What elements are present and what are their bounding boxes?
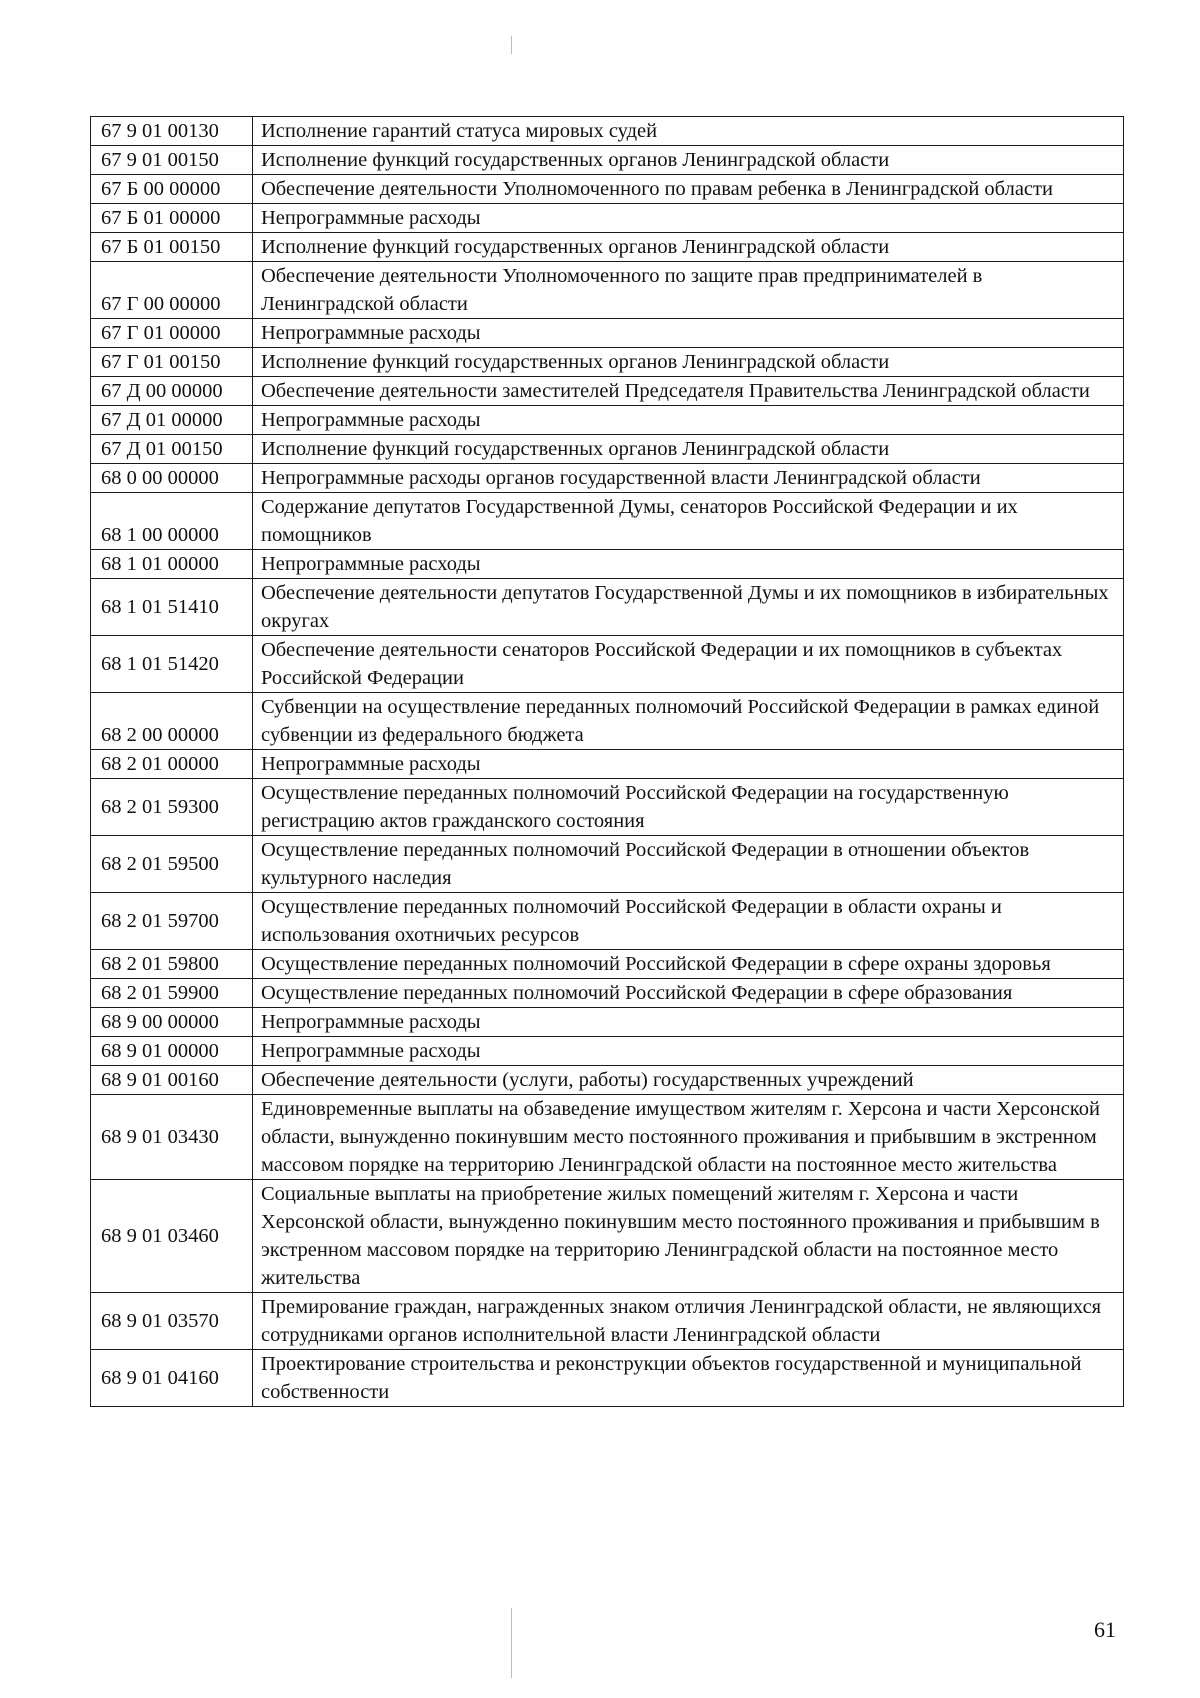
budget-code-cell: 67 Г 01 00000 — [91, 319, 253, 348]
budget-code-cell: 67 Б 01 00150 — [91, 233, 253, 262]
budget-code-cell: 67 Г 00 00000 — [91, 262, 253, 319]
expense-description-cell: Единовременные выплаты на обзаведение имуществом жителям г. Херсона и части Херсонской области, вынужденно покинувшим место постоянного проживания и прибывшим в экстренном массовом порядке на территорию Ленинградской области на постоянное место жительства — [253, 1095, 1124, 1180]
expense-description-cell: Обеспечение деятельности сенаторов Российской Федерации и их помощников в субъектах Российской Федерации — [253, 636, 1124, 693]
budget-code-cell: 68 1 01 51410 — [91, 579, 253, 636]
expense-description-cell: Осуществление переданных полномочий Российской Федерации в области охраны и использования охотничьих ресурсов — [253, 893, 1124, 950]
table-row — [91, 204, 1124, 233]
table-row — [91, 435, 1124, 464]
table-row — [91, 1293, 1124, 1350]
table-row — [91, 117, 1124, 146]
table-row — [91, 262, 1124, 319]
expense-description-cell: Содержание депутатов Государственной Думы, сенаторов Российской Федерации и их помощников — [253, 493, 1124, 550]
table-row — [91, 636, 1124, 693]
budget-code-cell: 68 9 01 04160 — [91, 1350, 253, 1407]
table-body — [91, 117, 1124, 1407]
budget-classification-table — [90, 116, 1124, 1407]
budget-code-cell: 68 0 00 00000 — [91, 464, 253, 493]
table-row — [91, 693, 1124, 750]
table-row — [91, 406, 1124, 435]
budget-code-cell: 68 2 00 00000 — [91, 693, 253, 750]
expense-description-cell: Социальные выплаты на приобретение жилых помещений жителям г. Херсона и части Херсонской области, вынужденно покинувшим место постоянного проживания и прибывшим в экстренном массовом порядке на территорию Ленинградской области на постоянное место жительства — [253, 1180, 1124, 1293]
table-row — [91, 750, 1124, 779]
budget-code-cell: 68 9 01 00000 — [91, 1037, 253, 1066]
budget-code-cell: 68 1 00 00000 — [91, 493, 253, 550]
expense-description-cell: Исполнение гарантий статуса мировых судей — [253, 117, 1124, 146]
budget-code-cell: 68 1 01 00000 — [91, 550, 253, 579]
budget-code-cell: 68 2 01 59700 — [91, 893, 253, 950]
expense-description-cell: Премирование граждан, награжденных знаком отличия Ленинградской области, не являющихся сотрудниками органов исполнительной власти Ленинградской области — [253, 1293, 1124, 1350]
budget-code-cell: 68 2 01 59500 — [91, 836, 253, 893]
expense-description-cell: Осуществление переданных полномочий Российской Федерации в сфере образования — [253, 979, 1124, 1008]
expense-description-cell: Непрограммные расходы — [253, 1037, 1124, 1066]
budget-code-cell: 68 9 01 03570 — [91, 1293, 253, 1350]
table-row — [91, 1095, 1124, 1180]
page-number: 61 — [1094, 1617, 1116, 1642]
table-row — [91, 779, 1124, 836]
budget-code-cell: 67 9 01 00130 — [91, 117, 253, 146]
scan-artifact-top — [511, 36, 512, 54]
table-row — [91, 175, 1124, 204]
table-row — [91, 836, 1124, 893]
budget-code-cell: 67 Д 00 00000 — [91, 377, 253, 406]
budget-code-cell: 68 9 01 03430 — [91, 1095, 253, 1180]
budget-code-cell: 68 1 01 51420 — [91, 636, 253, 693]
expense-description-cell: Непрограммные расходы органов государственной власти Ленинградской области — [253, 464, 1124, 493]
budget-code-cell: 67 9 01 00150 — [91, 146, 253, 175]
expense-description-cell: Непрограммные расходы — [253, 204, 1124, 233]
expense-description-cell: Обеспечение деятельности депутатов Государственной Думы и их помощников в избирательных округах — [253, 579, 1124, 636]
budget-code-cell: 68 2 01 59800 — [91, 950, 253, 979]
budget-code-cell: 67 Г 01 00150 — [91, 348, 253, 377]
table-row — [91, 550, 1124, 579]
table-row — [91, 893, 1124, 950]
budget-code-cell: 67 Б 00 00000 — [91, 175, 253, 204]
table-row — [91, 1350, 1124, 1407]
table-row — [91, 1066, 1124, 1095]
expense-description-cell: Непрограммные расходы — [253, 750, 1124, 779]
expense-description-cell: Проектирование строительства и реконструкции объектов государственной и муниципальной собственности — [253, 1350, 1124, 1407]
table-row — [91, 1180, 1124, 1293]
table-row — [91, 950, 1124, 979]
budget-code-cell: 67 Д 01 00150 — [91, 435, 253, 464]
budget-code-cell: 67 Б 01 00000 — [91, 204, 253, 233]
expense-description-cell: Исполнение функций государственных органов Ленинградской области — [253, 435, 1124, 464]
expense-description-cell: Обеспечение деятельности Уполномоченного по защите прав предпринимателей в Ленинградской области — [253, 262, 1124, 319]
budget-code-cell: 68 9 01 03460 — [91, 1180, 253, 1293]
table-row — [91, 493, 1124, 550]
expense-description-cell: Осуществление переданных полномочий Российской Федерации на государственную регистрацию актов гражданского состояния — [253, 779, 1124, 836]
table-row — [91, 464, 1124, 493]
budget-code-cell: 67 Д 01 00000 — [91, 406, 253, 435]
expense-description-cell: Непрограммные расходы — [253, 550, 1124, 579]
expense-description-cell: Непрограммные расходы — [253, 1008, 1124, 1037]
budget-code-cell: 68 9 01 00160 — [91, 1066, 253, 1095]
table-row — [91, 979, 1124, 1008]
table-row — [91, 1008, 1124, 1037]
expense-description-cell: Осуществление переданных полномочий Российской Федерации в отношении объектов культурного наследия — [253, 836, 1124, 893]
scan-artifact-bottom — [511, 1608, 512, 1678]
table-row — [91, 233, 1124, 262]
table-row — [91, 579, 1124, 636]
budget-code-cell: 68 9 00 00000 — [91, 1008, 253, 1037]
table-row — [91, 146, 1124, 175]
table-row — [91, 319, 1124, 348]
expense-description-cell: Непрограммные расходы — [253, 319, 1124, 348]
budget-code-cell: 68 2 01 59900 — [91, 979, 253, 1008]
table-row — [91, 377, 1124, 406]
budget-code-cell: 68 2 01 00000 — [91, 750, 253, 779]
expense-description-cell: Обеспечение деятельности Уполномоченного по правам ребенка в Ленинградской области — [253, 175, 1124, 204]
expense-description-cell: Осуществление переданных полномочий Российской Федерации в сфере охраны здоровья — [253, 950, 1124, 979]
table-row — [91, 1037, 1124, 1066]
expense-description-cell: Исполнение функций государственных органов Ленинградской области — [253, 146, 1124, 175]
expense-description-cell: Непрограммные расходы — [253, 406, 1124, 435]
expense-description-cell: Обеспечение деятельности (услуги, работы) государственных учреждений — [253, 1066, 1124, 1095]
expense-description-cell: Исполнение функций государственных органов Ленинградской области — [253, 233, 1124, 262]
budget-code-cell: 68 2 01 59300 — [91, 779, 253, 836]
table-row — [91, 348, 1124, 377]
expense-description-cell: Обеспечение деятельности заместителей Председателя Правительства Ленинградской области — [253, 377, 1124, 406]
expense-description-cell: Исполнение функций государственных органов Ленинградской области — [253, 348, 1124, 377]
expense-description-cell: Субвенции на осуществление переданных полномочий Российской Федерации в рамках единой субвенции из федерального бюджета — [253, 693, 1124, 750]
